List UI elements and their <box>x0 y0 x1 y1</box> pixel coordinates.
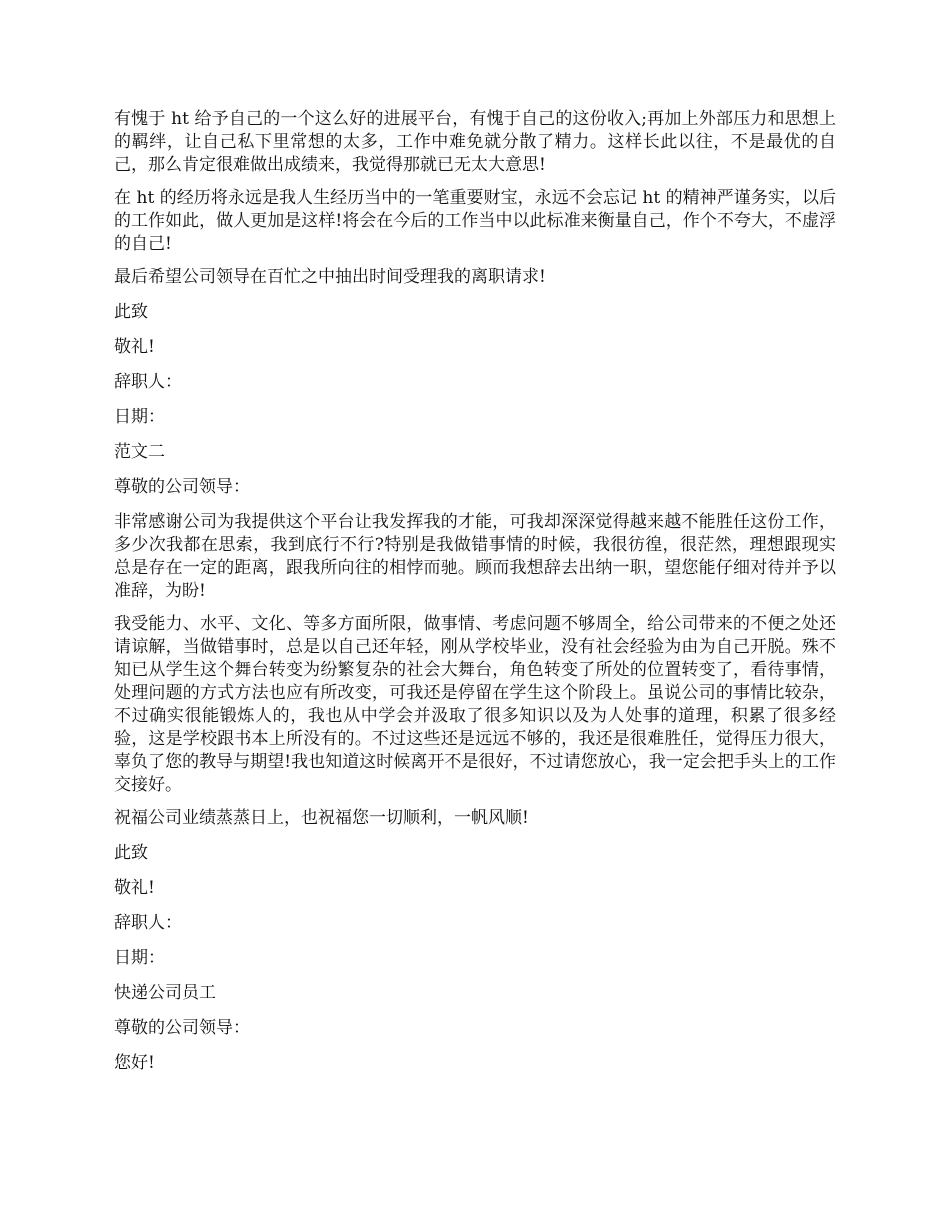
paragraph-1: 有愧于 ht 给予自己的一个这么好的进展平台，有愧于自己的这份收入;再加上外部压力和思想上的羁绊，让自己私下里常想的太多，工作中难免就分散了精力。这样长此以往，不是最优的自己，那么肯定很难做出成绩来，我觉得那就已无太大意思! <box>114 109 836 175</box>
paragraph-4: 非常感谢公司为我提供这个平台让我发挥我的才能，可我却深深觉得越来越不能胜任这份工作，多少次我都在思索，我到底行不行?特别是我做错事情的时候，我很彷徨，很茫然，理想跟现实总是存在一定的距离，跟我所向往的相悖而驰。顾而我想辞去出纳一职，望您能仔细对待并予以准辞，为盼! <box>114 512 836 601</box>
signature-label-2: 辞职人： <box>114 913 182 933</box>
date-label: 日期： <box>114 407 165 427</box>
paragraph-2: 在 ht 的经历将永远是我人生经历当中的一笔重要财宝，永远不会忘记 ht 的精神严谨务实，以后的工作如此，做人更加是这样!将会在今后的工作当中以此标准来衡量自己，作个不夸大，不虚浮的自己! <box>114 188 836 254</box>
closing-regards: 敬礼! <box>114 337 155 357</box>
greeting-hello: 您好! <box>114 1053 155 1073</box>
greeting-2: 尊敬的公司领导： <box>114 1018 250 1038</box>
greeting: 尊敬的公司领导： <box>114 477 250 497</box>
signature-label: 辞职人： <box>114 372 182 392</box>
closing-salutation-2: 此致 <box>114 843 148 863</box>
paragraph-3: 最后希望公司领导在百忙之中抽出时间受理我的离职请求! <box>114 267 546 287</box>
section-heading: 范文二 <box>114 442 165 462</box>
date-label-2: 日期： <box>114 948 165 968</box>
paragraph-5: 我受能力、水平、文化、等多方面所限，做事情、考虑问题不够周全，给公司带来的不便之处还请谅解，当做错事时，总是以自己还年轻，刚从学校毕业，没有社会经验为由为自己开脱。殊不知已从学生这个舞台转变为纷繁复杂的社会大舞台，角色转变了所处的位置转变了，看待事情，处理问题的方式方法也应有所改变，可我还是停留在学生这个阶段上。虽说公司的事情比较杂，不过确实很能锻炼人的，我也从中学会并汲取了很多知识以及为人处事的道理，积累了很多经验，这是学校跟书本上所没有的。不过这些还是远远不够的，我还是很难胜任，觉得压力很大，辜负了您的教导与期望!我也知道这时候离开不是很好，不过请您放心，我一定会把手头上的工作交接好。 <box>114 614 836 795</box>
closing-regards-2: 敬礼! <box>114 878 155 898</box>
section-heading-2: 快递公司员工 <box>114 983 216 1003</box>
closing-salutation: 此致 <box>114 302 148 322</box>
document-page <box>114 108 836 1087</box>
paragraph-6: 祝福公司业绩蒸蒸日上，也祝福您一切顺利，一帆风顺! <box>114 808 529 828</box>
